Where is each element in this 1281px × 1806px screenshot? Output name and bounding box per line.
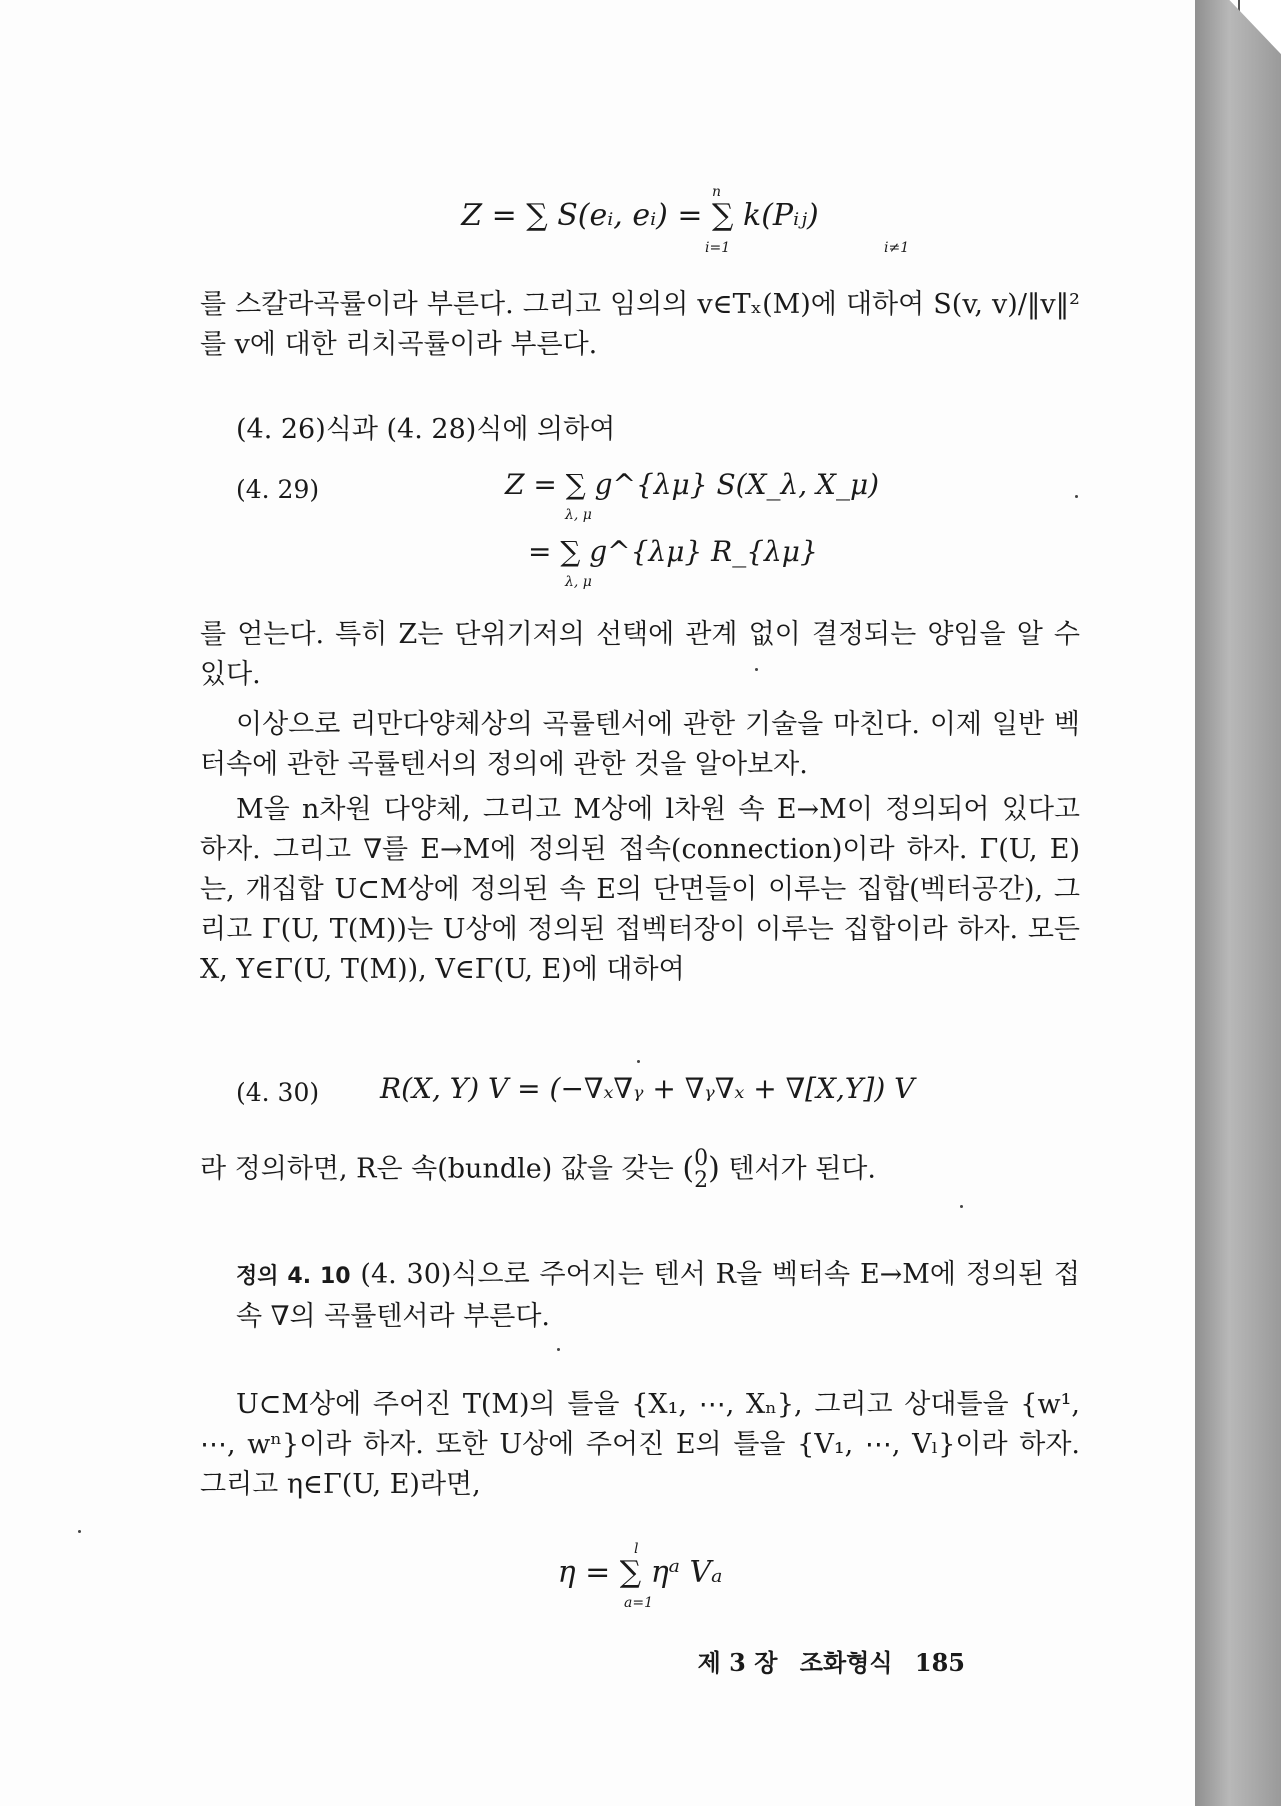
binomial-tensor-type: (0 2) bbox=[682, 1146, 720, 1193]
eta-sum-lower: a=1 bbox=[624, 1595, 653, 1611]
equation-4-29-line2: = ∑ g^{λμ} R_{λμ} bbox=[528, 535, 818, 568]
page-stack-edge bbox=[1195, 0, 1281, 1806]
equation-scalar-curvature: Z = ∑ S(eᵢ, eᵢ) = ∑ k(Pᵢⱼ) n i=1 i≠1 bbox=[461, 184, 910, 256]
definition-4-10 bbox=[236, 1255, 1080, 1337]
speck bbox=[78, 1530, 81, 1533]
speck bbox=[755, 668, 758, 671]
paragraph-bundle-definitions: M을 n차원 다양체, 그리고 M상에 l차원 속 E→M이 정의되어 있다고 하자. 그리고 ∇를 E→M에 정의된 접속(connection)이라 하자. Γ(U, E)는, 개집합 U⊂M상에 정의된 속 E의 단면들이 이루는 집합(벡터공간), 그리고 Γ(U, T(M))는 U상에 정의된 접벡터장이 이루는 집합이라 하자. 모든 X, Y∈Γ(U, T(M)), V∈Γ(U, E)에 대하여 bbox=[200, 794, 1080, 985]
speck bbox=[637, 1060, 640, 1063]
page-number: 185 bbox=[914, 1648, 965, 1677]
equation-4-29-sub2: λ, μ bbox=[565, 574, 592, 590]
speck bbox=[960, 1205, 963, 1208]
equation-4-29-sub1: λ, μ bbox=[565, 507, 592, 523]
paragraph-tensor-type: 라 정의하면, R은 속(bundle) 값을 갖는 (0 2) 텐서가 된다. bbox=[200, 1146, 876, 1193]
sum-lower-limit: i=1 bbox=[705, 240, 731, 256]
speck bbox=[1075, 495, 1078, 498]
chapter-number: 제 3 장 bbox=[697, 1648, 778, 1677]
equation-label-4-30: (4. 30) bbox=[236, 1078, 320, 1107]
sum-upper-limit: n bbox=[712, 184, 722, 200]
paragraph-intro-vector-bundle: 이상으로 리만다양체상의 곡률텐서에 관한 기술을 마친다. 이제 일반 벡터속에 관한 곡률텐서의 정의에 관한 것을 알아보자. bbox=[200, 709, 1080, 780]
definition-text: (4. 30)식으로 주어지는 텐서 R을 벡터속 E→M에 정의된 접속 ∇의 곡률텐서라 부른다. bbox=[236, 1259, 1080, 1332]
equation-4-30: R(X, Y) V = (−∇ₓ∇ᵧ + ∇ᵧ∇ₓ + ∇[X,Y]) V bbox=[380, 1072, 915, 1105]
eta-sum-upper: l bbox=[634, 1541, 639, 1557]
paragraph-frames: U⊂M상에 주어진 T(M)의 틀을 {X₁, ⋯, Xₙ}, 그리고 상대틀을 {w¹, ⋯, wⁿ}이라 하자. 또한 U상에 주어진 E의 틀을 {V₁, ⋯, Vₗ}이라 하자. 그리고 η∈Γ(U, E)라면, bbox=[200, 1389, 1080, 1500]
definition-label: 정의 4. 10 bbox=[236, 1264, 351, 1289]
paragraph-scalar-ricci: 를 스칼라곡률이라 부른다. 그리고 임의의 v∈Tₓ(M)에 대하여 S(v, v)/‖v‖²를 v에 대한 리치곡률이라 부른다. bbox=[200, 289, 1080, 360]
sum2-lower-limit: i≠1 bbox=[884, 240, 910, 256]
speck bbox=[557, 1348, 560, 1351]
equation-eta: η = ∑ ηᵃ Vₐ l a=1 bbox=[557, 1541, 723, 1611]
paragraph-by-equations: (4. 26)식과 (4. 28)식에 의하여 bbox=[236, 414, 616, 445]
running-footer bbox=[684, 1643, 965, 1678]
paragraph-z-independence: 를 얻는다. 특히 Z는 단위기저의 선택에 관계 없이 결정되는 양임을 알 수 있다. bbox=[200, 619, 1080, 690]
chapter-title: 조화형식 bbox=[799, 1648, 893, 1677]
equation-4-29-line1: Z = ∑ g^{λμ} S(X_λ, X_μ) bbox=[505, 468, 880, 501]
equation-label-4-29: (4. 29) bbox=[236, 475, 320, 504]
